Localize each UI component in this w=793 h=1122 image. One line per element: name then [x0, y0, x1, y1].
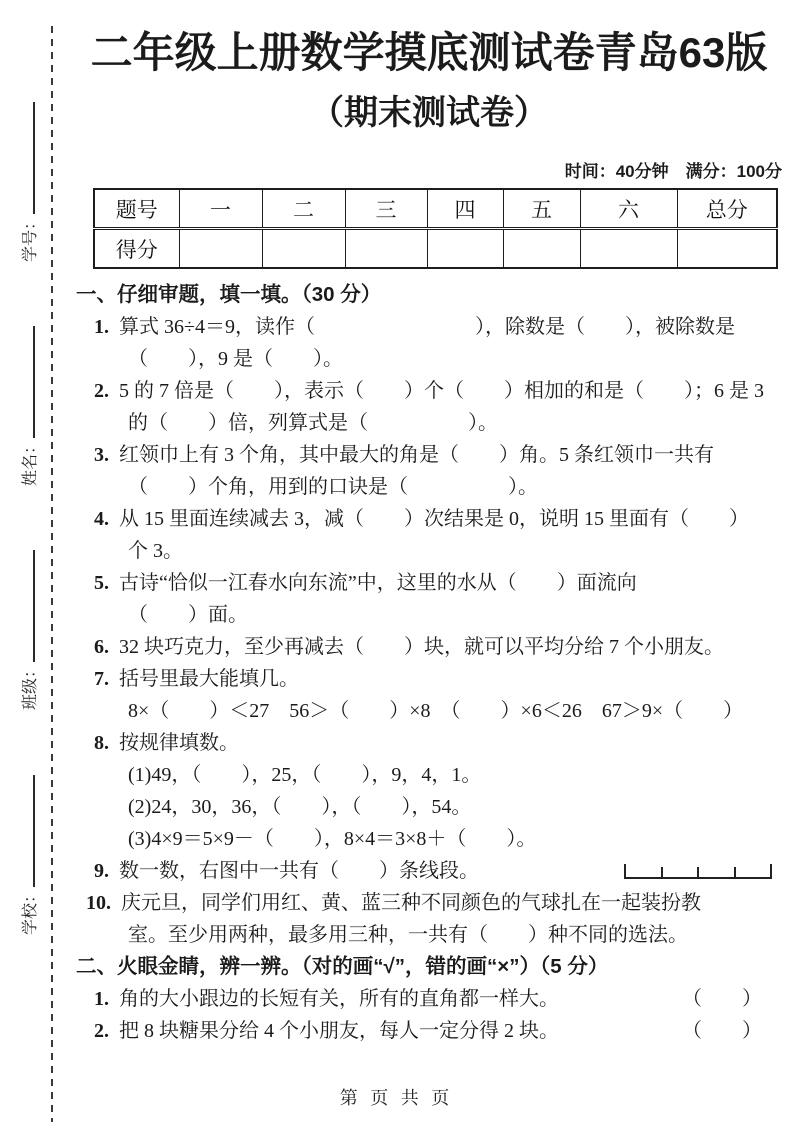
score-header-cell: 五	[503, 189, 580, 229]
question-1-line-2: （ ），9 是（ ）。	[128, 348, 343, 370]
score-header-cell: 四	[427, 189, 503, 229]
question-8-line-1	[72, 727, 786, 759]
judge-1-text: 角的大小跟边的长短有关，所有的直角都一样大。	[119, 988, 559, 1010]
question-6-text: 32 块巧克力，至少再减去（ ）块，就可以平均分给 7 个小朋友。	[119, 636, 724, 658]
score-cell-empty	[503, 229, 580, 269]
question-9-line-1	[72, 855, 786, 887]
school-blank-line	[33, 775, 35, 887]
main-content	[72, 0, 786, 1047]
score-cell-empty	[262, 229, 345, 269]
score-header-cell: 六	[580, 189, 677, 229]
question-4-line-2: 个 3。	[128, 540, 183, 562]
score-cell-empty	[345, 229, 427, 269]
judge-1-answer-blank: （ ）	[682, 988, 762, 1010]
score-cell-empty	[580, 229, 677, 269]
question-4-number: 4.	[94, 508, 109, 530]
question-8-sub-1: (1)49，（ ），25，（ ），9，4，1。	[128, 764, 482, 786]
question-4-text: 从 15 里面连续减去 3，减（ ）次结果是 0，说明 15 里面有（ ）	[119, 508, 749, 530]
question-10-line-2: 室。至少用两种，最多用三种，一共有（ ）种不同的选法。	[128, 924, 688, 946]
question-2-number: 2.	[94, 380, 109, 402]
score-header-cell: 题号	[94, 189, 179, 229]
student-name-field	[18, 310, 44, 486]
question-8-sub-2: (2)24，30，36，（ ），（ ），54。	[128, 796, 472, 818]
score-table	[93, 188, 778, 269]
judge-2-content	[94, 1015, 559, 1047]
question-1-text: 算式 36÷4＝9，读作（ ），除数是（ ），被除数是	[119, 316, 735, 338]
question-9-text: 数一数，右图中一共有（ ）条线段。	[119, 860, 479, 882]
question-10-text: 庆元旦，同学们用红、黄、蓝三种不同颜色的气球扎在一起装扮教	[121, 892, 701, 914]
question-1-number: 1.	[94, 316, 109, 338]
question-5-text: 古诗“恰似一江春水向东流”中，这里的水从（ ）面流向	[119, 572, 637, 594]
question-4-line-1	[72, 503, 786, 535]
line-segment-figure	[622, 858, 774, 884]
section1-heading: 一、仔细审题，填一填。（30 分）	[76, 283, 382, 306]
question-9-content	[94, 855, 479, 887]
section2-heading: 二、火眼金睛，辨一辨。（对的画“√”，错的画“×”）（5 分）	[76, 955, 609, 978]
student-number-blank-line	[33, 102, 35, 214]
score-header-cell: 二	[262, 189, 345, 229]
score-table-score-row	[94, 229, 777, 269]
question-10-line-1	[72, 887, 786, 919]
question-2-line-1	[72, 375, 786, 407]
judge-2-text: 把 8 块糖果分给 4 个小朋友，每人一定分得 2 块。	[119, 1020, 559, 1042]
score-cell-empty	[677, 229, 777, 269]
student-number-field	[18, 86, 44, 262]
judge-1-number: 1.	[94, 988, 109, 1010]
question-2-text: 5 的 7 倍是（ ），表示（ ）个（ ）相加的和是（ ）；6 是 3	[119, 380, 764, 402]
judge-question-1	[72, 983, 786, 1015]
question-3-line-1	[72, 439, 786, 471]
question-7-line-2: 8×（ ）＜27 56＞（ ）×8 （ ）×6＜26 67＞9×（ ）	[128, 700, 744, 722]
class-field	[18, 534, 44, 710]
question-7-text: 括号里最大能填几。	[119, 668, 299, 690]
question-5-number: 5.	[94, 572, 109, 594]
page-footer: 第 页 共 页	[339, 1088, 454, 1108]
score-row-label: 得分	[94, 229, 179, 269]
student-name-label: 姓名：	[22, 437, 39, 486]
score-table-header-row	[94, 189, 777, 229]
judge-2-number: 2.	[94, 1020, 109, 1042]
judge-question-2	[72, 1015, 786, 1047]
class-label: 班级：	[22, 661, 39, 710]
judge-1-content	[94, 983, 559, 1015]
school-label: 学校：	[22, 886, 39, 935]
question-9-number: 9.	[94, 860, 109, 882]
question-1-line-1	[72, 311, 786, 343]
score-header-cell: 一	[179, 189, 262, 229]
question-3-number: 3.	[94, 444, 109, 466]
seal-dashed-line	[51, 26, 53, 1122]
score-header-cell: 总分	[677, 189, 777, 229]
question-5-line-2: （ ）面。	[128, 604, 248, 626]
student-name-blank-line	[33, 326, 35, 438]
score-cell-empty	[179, 229, 262, 269]
question-8-sub-3: (3)4×9＝5×9－（ ），8×4＝3×8＋（ ）。	[128, 828, 537, 850]
question-7-number: 7.	[94, 668, 109, 690]
question-10-number: 10.	[86, 892, 111, 914]
student-number-label: 学号：	[22, 213, 39, 262]
score-header-cell: 三	[345, 189, 427, 229]
question-6-number: 6.	[94, 636, 109, 658]
question-5-line-1	[72, 567, 786, 599]
page-title: 二年级上册数学摸底测试卷青岛63版	[90, 29, 768, 76]
question-6-line-1	[72, 631, 786, 663]
page-subtitle: （期末测试卷）	[310, 94, 548, 132]
questions-block	[72, 279, 786, 1047]
judge-2-answer-blank: （ ）	[682, 1020, 762, 1042]
score-cell-empty	[427, 229, 503, 269]
question-8-text: 按规律填数。	[119, 732, 239, 754]
question-7-line-1	[72, 663, 786, 695]
time-score-info: 时间：40分钟 满分：100分	[564, 162, 782, 181]
class-blank-line	[33, 550, 35, 662]
school-field	[18, 759, 44, 935]
question-8-number: 8.	[94, 732, 109, 754]
question-3-text: 红领巾上有 3 个角，其中最大的角是（ ）角。5 条红领巾一共有	[119, 444, 714, 466]
question-3-line-2: （ ）个角，用到的口诀是（ ）。	[128, 476, 538, 498]
question-2-line-2: 的（ ）倍，列算式是（ ）。	[128, 412, 498, 434]
